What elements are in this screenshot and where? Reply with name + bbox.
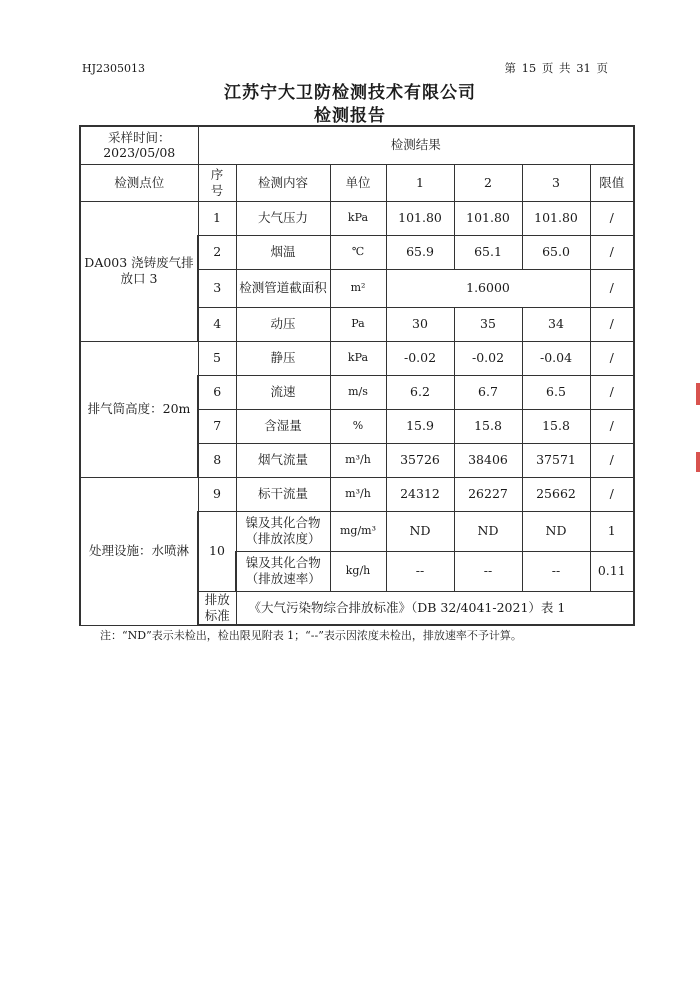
col-header-unit: 单位 <box>330 164 386 201</box>
row-value-1: -0.02 <box>386 341 454 375</box>
row-limit: 1 <box>590 511 634 551</box>
row-seq: 4 <box>198 307 236 341</box>
page-number: 第 15 页 共 31 页 <box>504 61 608 75</box>
row-item: 烟气流量 <box>236 443 330 477</box>
col-header-item: 检测内容 <box>236 164 330 201</box>
sample-date: 2023/05/08 <box>103 145 176 161</box>
table-row <box>80 477 634 511</box>
sample-time-label: 采样时间： <box>107 129 171 145</box>
col-header-2: 2 <box>454 164 522 201</box>
row-unit: m² <box>330 269 386 307</box>
company-name: 江苏宁大卫防检测技术有限公司 <box>224 83 476 103</box>
row-limit: / <box>590 477 634 511</box>
row-item: 烟温 <box>236 235 330 269</box>
row-value-2: 65.1 <box>454 235 522 269</box>
row-seq: 1 <box>198 201 236 235</box>
row-value-1: ND <box>386 511 454 551</box>
row-value-3: 25662 <box>522 477 590 511</box>
col-header-limit: 限值 <box>590 164 634 201</box>
row-unit: kPa <box>330 201 386 235</box>
row-limit: / <box>590 269 634 307</box>
row-unit: mg/m³ <box>330 511 386 551</box>
row-item: 流速 <box>236 375 330 409</box>
row-value-2: 38406 <box>454 443 522 477</box>
row-unit: m³/h <box>330 443 386 477</box>
row-seq: 3 <box>198 269 236 307</box>
row-value-1: 65.9 <box>386 235 454 269</box>
row-unit: % <box>330 409 386 443</box>
row-seq: 10 <box>198 511 236 591</box>
col-header-point: 检测点位 <box>80 164 198 201</box>
treatment-facility: 处理设施：水喷淋 <box>80 477 198 625</box>
row-limit: 0.11 <box>590 551 634 591</box>
row-value-2: 35 <box>454 307 522 341</box>
row-seq: 9 <box>198 477 236 511</box>
results-header: 检测结果 <box>198 126 634 164</box>
row-value-merged: 1.6000 <box>386 269 590 307</box>
report-code: HJ2305013 <box>82 62 145 75</box>
row-seq: 5 <box>198 341 236 375</box>
row-item: 含湿量 <box>236 409 330 443</box>
table-row <box>80 201 634 235</box>
row-item: 镍及其化合物（排放浓度） <box>236 511 330 551</box>
row-unit: m³/h <box>330 477 386 511</box>
standard-label: 排放标准 <box>198 591 236 625</box>
row-value-3: 65.0 <box>522 235 590 269</box>
row-seq: 8 <box>198 443 236 477</box>
row-value-2: 6.7 <box>454 375 522 409</box>
row-value-1: 30 <box>386 307 454 341</box>
row-unit: Pa <box>330 307 386 341</box>
row-item: 静压 <box>236 341 330 375</box>
row-value-1: 15.9 <box>386 409 454 443</box>
column-header-row <box>80 164 634 201</box>
row-value-3: 34 <box>522 307 590 341</box>
row-value-1: 35726 <box>386 443 454 477</box>
col-header-seq: 序 号 <box>198 164 236 201</box>
point-name: DA003 浇铸废气排放口 3 <box>80 201 198 341</box>
binding-edge-mark <box>696 452 700 472</box>
row-value-3: 37571 <box>522 443 590 477</box>
row-unit: m/s <box>330 375 386 409</box>
col-header-1: 1 <box>386 164 454 201</box>
row-value-3: -- <box>522 551 590 591</box>
footnote: 注：“ND”表示未检出，检出限见附表 1；“--”表示因浓度未检出，排放速率不予计算。 <box>100 629 522 642</box>
row-value-3: 15.8 <box>522 409 590 443</box>
row-item: 大气压力 <box>236 201 330 235</box>
standard-text: 《大气污染物综合排放标准》（DB 32/4041-2021）表 1 <box>236 591 634 625</box>
row-value-2: -0.02 <box>454 341 522 375</box>
row-value-1: 101.80 <box>386 201 454 235</box>
row-seq: 6 <box>198 375 236 409</box>
row-value-3: 6.5 <box>522 375 590 409</box>
row-value-2: ND <box>454 511 522 551</box>
row-value-1: -- <box>386 551 454 591</box>
row-seq: 2 <box>198 235 236 269</box>
row-item: 镍及其化合物（排放速率） <box>236 551 330 591</box>
row-item: 动压 <box>236 307 330 341</box>
row-seq: 7 <box>198 409 236 443</box>
results-table <box>79 125 635 626</box>
row-value-2: 101.80 <box>454 201 522 235</box>
row-limit: / <box>590 375 634 409</box>
row-value-1: 6.2 <box>386 375 454 409</box>
row-unit: ℃ <box>330 235 386 269</box>
sample-time-row <box>80 126 634 164</box>
row-item: 检测管道截面积 <box>236 269 330 307</box>
row-value-3: 101.80 <box>522 201 590 235</box>
report-title: 检测报告 <box>314 106 386 126</box>
row-value-2: 15.8 <box>454 409 522 443</box>
row-value-2: -- <box>454 551 522 591</box>
row-value-2: 26227 <box>454 477 522 511</box>
row-limit: / <box>590 307 634 341</box>
stack-height: 排气筒高度：20m <box>80 341 198 477</box>
row-limit: / <box>590 443 634 477</box>
table-row <box>80 341 634 375</box>
row-unit: kg/h <box>330 551 386 591</box>
row-item: 标干流量 <box>236 477 330 511</box>
binding-edge-mark <box>696 383 700 405</box>
row-unit: kPa <box>330 341 386 375</box>
row-value-3: -0.04 <box>522 341 590 375</box>
row-limit: / <box>590 409 634 443</box>
row-value-3: ND <box>522 511 590 551</box>
row-value-1: 24312 <box>386 477 454 511</box>
row-limit: / <box>590 341 634 375</box>
sample-time-cell <box>80 126 198 164</box>
row-limit: / <box>590 235 634 269</box>
col-header-3: 3 <box>522 164 590 201</box>
row-limit: / <box>590 201 634 235</box>
